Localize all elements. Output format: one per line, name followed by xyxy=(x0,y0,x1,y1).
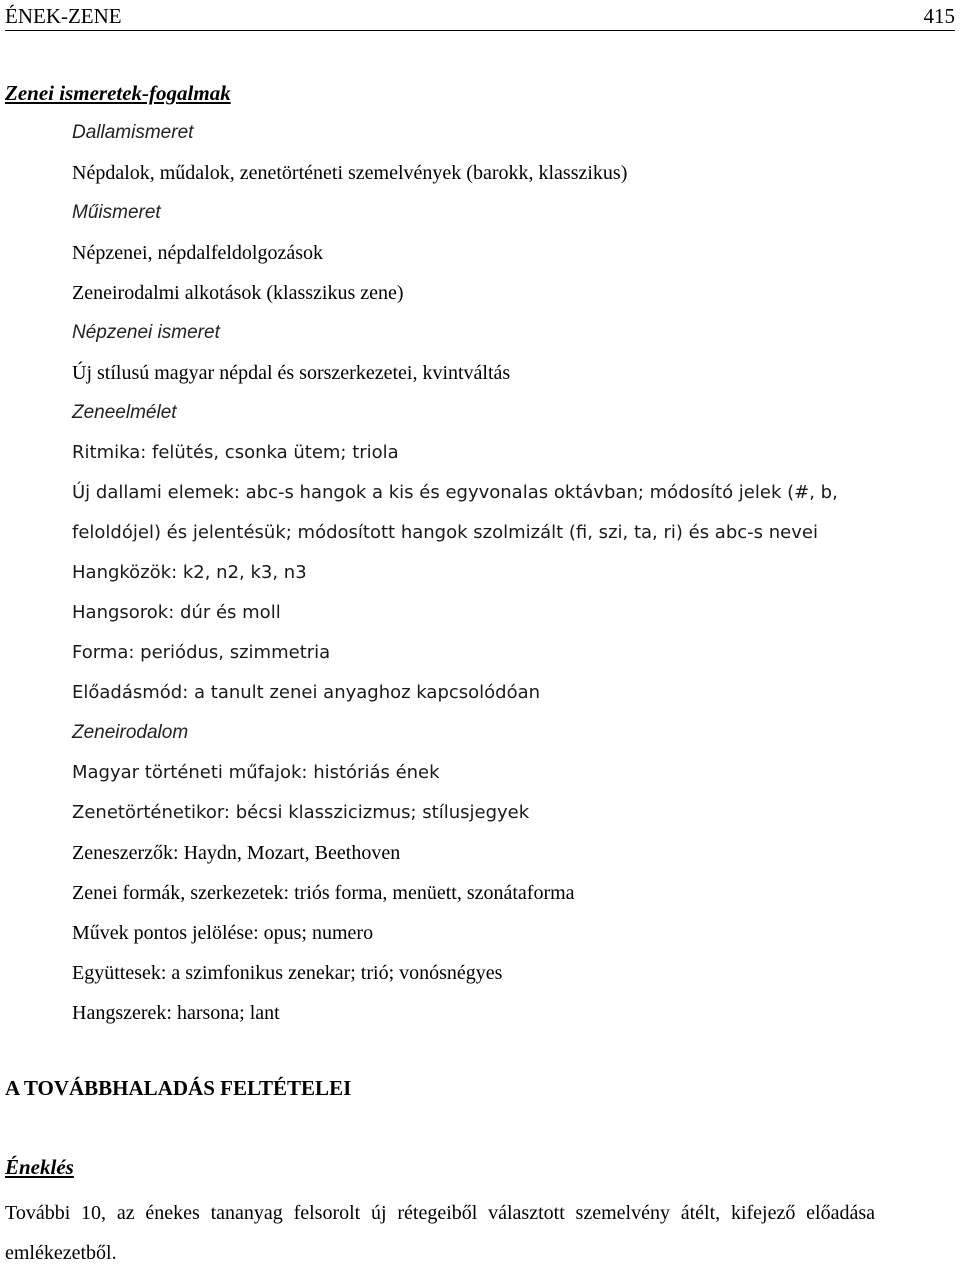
content-line: Együttesek: a szimfonikus zenekar; trió; vonósnégyes xyxy=(72,962,503,984)
content-line: Népdalok, műdalok, zenetörténeti szemelvények (barokk, klasszikus) xyxy=(72,162,628,184)
content-line: Forma: periódus, szimmetria xyxy=(72,642,331,663)
content-line: Dallamismeret xyxy=(72,122,194,143)
content-line: Műismeret xyxy=(72,202,161,223)
content-list xyxy=(72,119,952,1039)
content-line: Hangszerek: harsona; lant xyxy=(72,1002,280,1024)
page-number: 415 xyxy=(923,4,955,28)
content-line: Előadásmód: a tanult zenei anyaghoz kapcsolódóan xyxy=(72,682,541,703)
content-line: Zeneszerzők: Haydn, Mozart, Beethoven xyxy=(72,842,401,864)
content-line: Népzenei ismeret xyxy=(72,322,220,343)
section-title: Zenei ismeretek-fogalmak xyxy=(5,81,231,105)
content-line: Új dallami elemek: abc-s hangok a kis és egyvonalas oktávban; módosító jelek (#, b, xyxy=(72,482,838,503)
content-line: Zenei formák, szerkezetek: triós forma, menüett, szonátaforma xyxy=(72,882,575,904)
content-line: Népzenei, népdalfeldolgozások xyxy=(72,242,324,264)
content-line: Művek pontos jelölése: opus; numero xyxy=(72,922,374,944)
page-header xyxy=(5,2,955,31)
content-line: Ritmika: felütés, csonka ütem; triola xyxy=(72,442,399,463)
content-line: Hangsorok: dúr és moll xyxy=(72,602,281,623)
header-title: ÉNEK-ZENE xyxy=(5,4,122,28)
content-line: feloldójel) és jelentésük; módosított hangok szolmizált (fi, szi, ta, ri) és abc-s nevei xyxy=(72,522,818,543)
content-line: Hangközök: k2, n2, k3, n3 xyxy=(72,562,307,583)
content-line: Zenetörténetikor: bécsi klasszicizmus; stílusjegyek xyxy=(72,802,530,823)
content-line: Zeneirodalom xyxy=(72,722,189,743)
content-line: Zeneirodalmi alkotások (klasszikus zene) xyxy=(72,282,404,304)
singing-paragraph: További 10, az énekes tananyag felsorolt új rétegeiből választott szemelvény átélt, kifejező előadása emlékezetből. xyxy=(5,1202,875,1264)
content-line: Új stílusú magyar népdal és sorszerkezetei, kvintváltás xyxy=(72,362,511,384)
progression-heading: A TOVÁBBHALADÁS FELTÉTELEI xyxy=(5,1076,352,1100)
content-line: Magyar történeti műfajok: históriás ének xyxy=(72,762,440,783)
content-line: Zeneelmélet xyxy=(72,402,177,423)
singing-heading: Éneklés xyxy=(5,1155,74,1179)
